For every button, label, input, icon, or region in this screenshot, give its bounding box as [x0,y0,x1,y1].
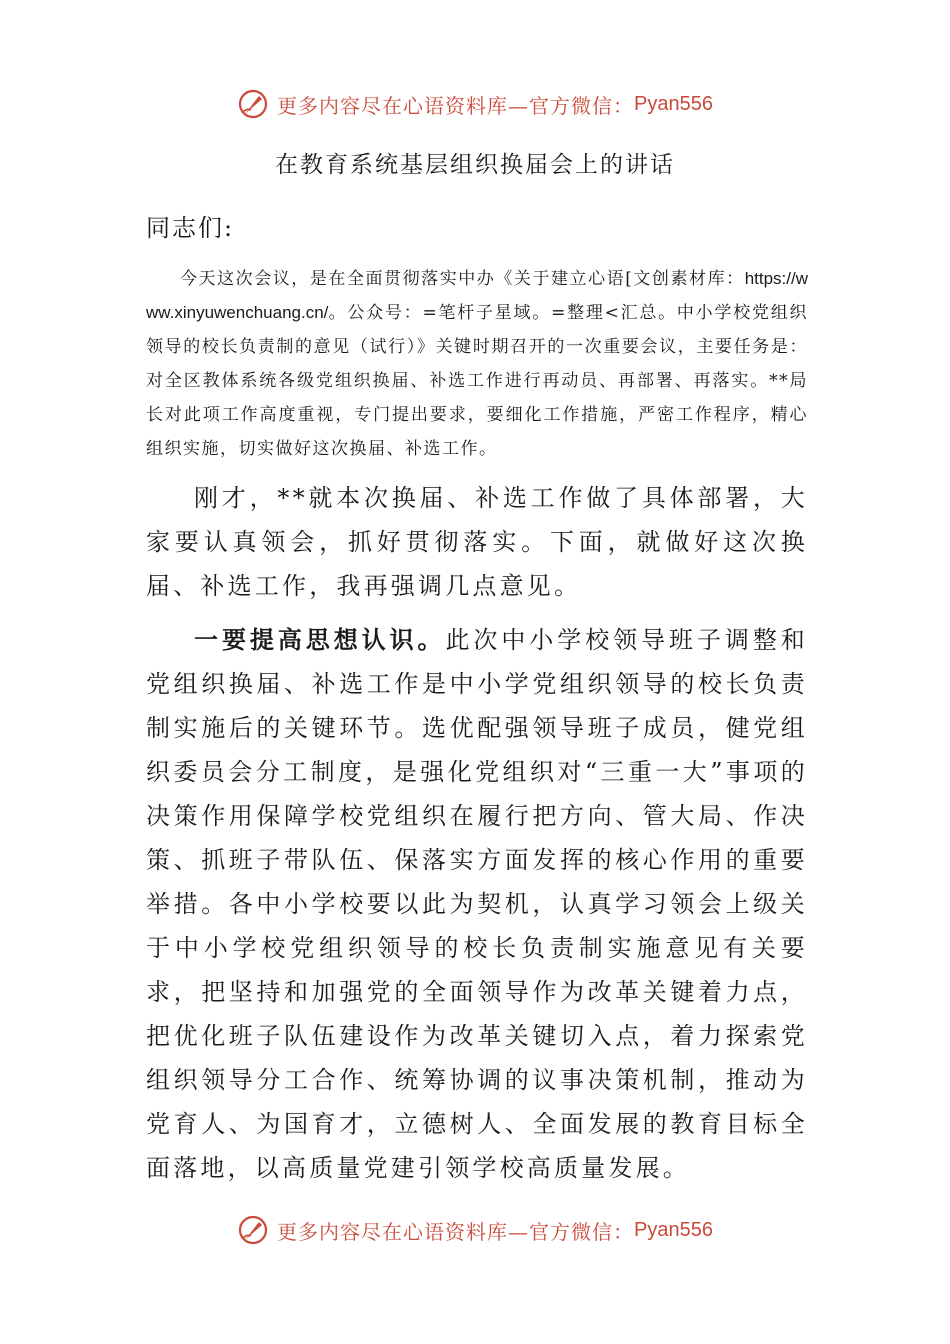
website-url: https://www.xinyuwenchuang.cn/ [146,269,808,322]
salutation: 同志们: [146,214,235,242]
quill-logo-icon [237,1214,269,1246]
quill-logo-icon [237,88,269,120]
paragraph-2: 刚才，**就本次换届、补选工作做了具体部署，大家要认真领会，抓好贯彻落实。下面，就做好这次换届、补选工作，我再强调几点意见。 [146,484,808,600]
paragraph-1-text-b: 。公众号：=笔杆子星域。=整理<汇总。中小学校党组织领导的校长负责制的意见（试行）》关键时期召开的一次重要会议，主要任务是：对全区教体系统各级党组织换届、补选工作进行再动员、再部署、再落实。**局长对此项工作高度重视，专门提出要求，要细化工作措施，严密工作程序，精心组织实施，切实做好这次换届、补选工作。 [146,303,808,459]
watermark-text: 更多内容尽在心语资料库—官方微信： [277,1219,635,1244]
watermark-handle: Pyan556 [634,92,713,115]
section-heading: 一要提高思想认识。 [194,625,446,654]
watermark-text: 更多内容尽在心语资料库—官方微信： [277,93,635,118]
watermark-footer [0,1210,950,1250]
watermark-header [0,84,950,124]
document-title: 在教育系统基层组织换届会上的讲话 [275,152,675,178]
paragraph-3-body: 此次中小学校领导班子调整和党组织换届、补选工作是中小学党组织领导的校长负责制实施后的关键环节。选优配强领导班子成员，健党组织委员会分工制度，是强化党组织对“三重一大”事项的决策作用保障学校党组织在履行把方向、管大局、作决策、抓班子带队伍、保落实方面发挥的核心作用的重要举措。各中小学校要以此为契机，认真学习领会上级关于中小学校党组织领导的校长负责制实施意见有关要求，把坚持和加强党的全面领导作为改革关键着力点，把优化班子队伍建设作为改革关键切入点，着力探索党组织领导分工合作、统筹协调的议事决策机制，推动为党育人、为国育才，立德树人、全面发展的教育目标全面落地，以高质量党建引领学校高质量发展。 [146,626,808,1182]
paragraph-3 [146,618,808,1190]
paragraph-1 [146,262,808,466]
watermark-handle: Pyan556 [634,1218,713,1241]
paragraph-1-text-a: 今天这次会议，是在全面贯彻落实中办《关于建立心语[文创素材库： [180,269,745,289]
